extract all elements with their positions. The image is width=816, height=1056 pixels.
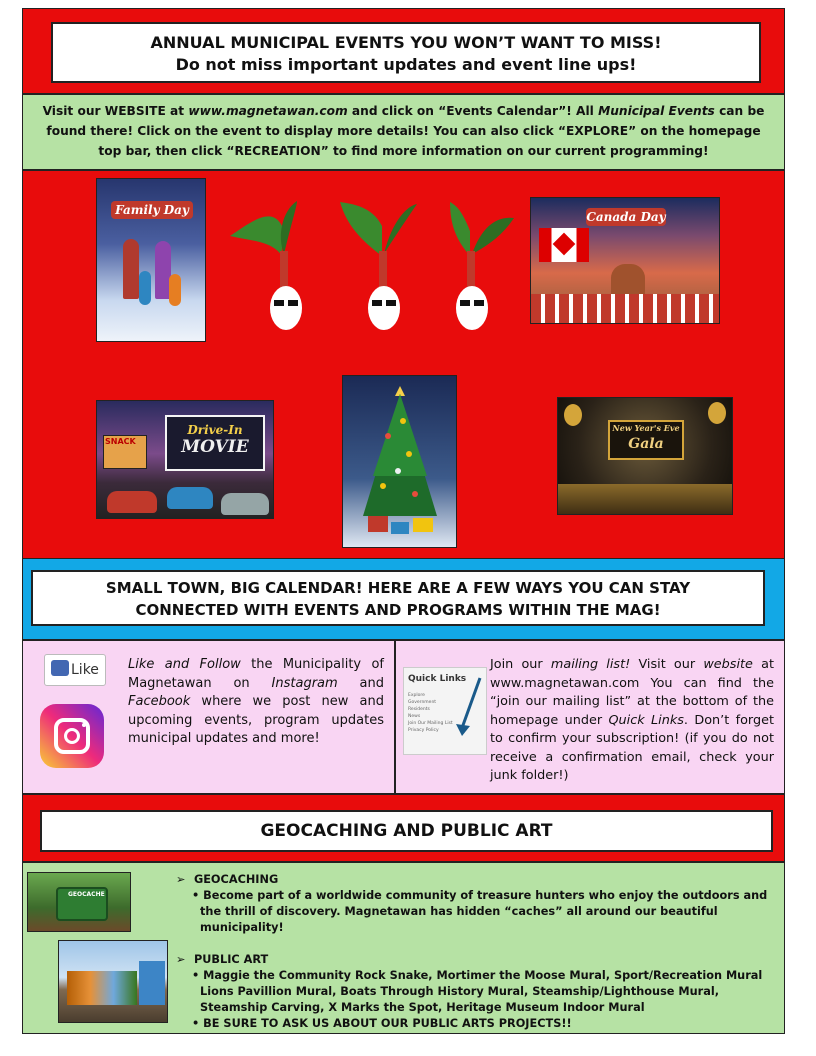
- geocache-badge: GEOCACHE: [68, 891, 105, 898]
- public-art-list: Maggie the Community Rock Snake, Mortimer the Moose Mural, Sport/Recreation Mural Lions Pavillion Mural, Boats Through History Mural, Steamship/Lighthouse Mural, Steamship Carving, X Marks the Spot, Heritage Museum Indoor Mural: [200, 969, 763, 1014]
- radish-icon: [230, 201, 302, 330]
- family-figure: [169, 274, 181, 306]
- parade-crowd: [531, 294, 720, 324]
- public-art-image: [58, 940, 168, 1023]
- quick-link-item[interactable]: Residents: [408, 707, 430, 712]
- page-title-box: [51, 22, 761, 83]
- snack-label: SNACK: [105, 437, 136, 446]
- intro-text: and click on “Events Calendar”! All: [347, 104, 599, 118]
- intro-text: Visit our WEBSITE at: [42, 104, 189, 118]
- radish-icon: [450, 202, 514, 330]
- quick-link-item[interactable]: Join Our Mailing List: [408, 721, 453, 726]
- parked-car: [107, 491, 157, 513]
- social-text-em: Instagram: [271, 675, 338, 691]
- movie-title: MOVIE: [181, 437, 249, 457]
- intro-municipal-events: Municipal Events: [598, 104, 715, 118]
- social-text-part: and: [337, 675, 385, 691]
- intro-website-link[interactable]: www.magnetawan.com: [188, 104, 348, 118]
- family-day-banner: Family Day: [111, 201, 193, 219]
- social-text-part: where we post new and upcoming events, program updates municipal updates and more!: [128, 694, 384, 746]
- mailing-text-part: . Don’t forget to confirm your subscription! (if you do not receive a confirmation email, check your junk folder!): [490, 712, 774, 783]
- mailing-text-part: Join our: [490, 657, 551, 672]
- arrow-bullet-icon: ➢: [176, 873, 186, 886]
- quick-link-item[interactable]: News: [408, 714, 421, 719]
- quick-link-item[interactable]: Explore: [408, 693, 425, 698]
- arrow-bullet-icon: ➢: [176, 953, 186, 966]
- parked-car: [167, 487, 213, 509]
- social-text-em: Like and Follow: [128, 657, 241, 672]
- public-art-title: PUBLIC ART: [193, 953, 269, 966]
- connect-title-line: SMALL TOWN, BIG CALENDAR! HERE ARE A FEW WAYS YOU CAN STAY: [105, 579, 691, 597]
- radish-icon: [340, 202, 417, 330]
- public-art-heading: [176, 952, 776, 968]
- public-art-bullet: [176, 1016, 776, 1032]
- public-art-bullet: [176, 968, 776, 1016]
- quick-links-title: Quick Links: [408, 674, 467, 684]
- mailing-text-em: Quick Links: [608, 712, 684, 728]
- parked-car: [221, 493, 269, 515]
- geo-title-box: [40, 810, 773, 852]
- quick-link-item[interactable]: Privacy Policy: [408, 728, 439, 733]
- family-figure: [139, 271, 151, 305]
- geo-title: GEOCACHING AND PUBLIC ART: [260, 821, 553, 841]
- social-text-em: Facebook: [128, 694, 191, 709]
- family-figure: [123, 239, 139, 299]
- drive-in-screen: [165, 415, 265, 471]
- mailing-list-link[interactable]: mailing list!: [550, 657, 631, 672]
- thumbs-up-icon: [51, 660, 69, 676]
- facebook-like-button[interactable]: [44, 654, 106, 686]
- gala-title: Gala: [628, 436, 664, 452]
- connect-title-box: [31, 570, 765, 626]
- intro-text: can be found there! Click on the event to display more details! You can also click “EXPLORE” on the homepage top bar, then click “RECREATION” to find more information on our current programming!: [46, 104, 765, 158]
- social-text: [128, 656, 384, 749]
- intro-box: [22, 94, 785, 170]
- mural-building: [139, 961, 165, 1005]
- mailing-website-link[interactable]: website: [703, 657, 753, 672]
- connect-title-line: CONNECTED WITH EVENTS AND PROGRAMS WITHIN THE MAG!: [135, 601, 661, 619]
- drive-in-movie-image: [96, 400, 274, 519]
- page-subtitle: Do not miss important updates and event line ups!: [175, 55, 637, 74]
- instagram-icon-dot: [82, 723, 86, 727]
- mailing-text: [490, 656, 774, 786]
- social-text-part: the Municipality of Magnetawan on: [128, 657, 384, 691]
- like-label: Like: [71, 662, 99, 678]
- christmas-tree-icon: [343, 376, 457, 548]
- mural-wall: [67, 971, 137, 1005]
- christmas-tree-image: [342, 375, 457, 548]
- geocaching-section: [176, 872, 776, 936]
- gold-balloon: [708, 402, 726, 424]
- arrow-icon: [452, 676, 486, 738]
- instagram-icon-lens: [64, 728, 80, 744]
- mailing-text-part: Visit our: [630, 657, 704, 672]
- drive-in-title: Drive-In: [187, 423, 243, 437]
- geocaching-heading: [176, 872, 776, 888]
- geocaching-title: GEOCACHING: [193, 873, 279, 886]
- family-day-image: [96, 178, 206, 342]
- gold-balloon: [564, 404, 582, 426]
- canada-day-banner: Canada Day: [586, 210, 666, 224]
- page-title: ANNUAL MUNICIPAL EVENTS YOU WON’T WANT TO MISS!: [150, 33, 662, 52]
- bullet-icon: •: [192, 1017, 200, 1030]
- public-art-section: [176, 952, 776, 1032]
- geocache-image: [27, 872, 131, 932]
- mailing-text-part: at www.magnetawan.com You can find the “join our mailing list” at the bottom of the homepage under: [490, 657, 774, 728]
- bullet-icon: •: [192, 889, 200, 902]
- geocaching-bullet: [176, 888, 776, 936]
- new-years-gala-image: [557, 397, 733, 515]
- quick-link-item[interactable]: Government: [408, 700, 437, 705]
- radish-mascots: [222, 196, 522, 346]
- instagram-icon[interactable]: [40, 704, 104, 768]
- gala-sign: [608, 420, 684, 460]
- geocaching-text: Become part of a worldwide community of treasure hunters who enjoy the outdoors and the thrill of discovery. Magnetawan has hidden “caches” all around our beautiful municipality!: [200, 889, 768, 934]
- quick-links-screenshot: [403, 667, 487, 755]
- gala-subtitle: New Year's Eve: [612, 423, 680, 433]
- bullet-icon: •: [192, 969, 200, 982]
- gala-table: [558, 484, 733, 515]
- public-art-callout: BE SURE TO ASK US ABOUT OUR PUBLIC ARTS PROJECTS!!: [203, 1017, 572, 1030]
- canada-day-image: [530, 197, 720, 324]
